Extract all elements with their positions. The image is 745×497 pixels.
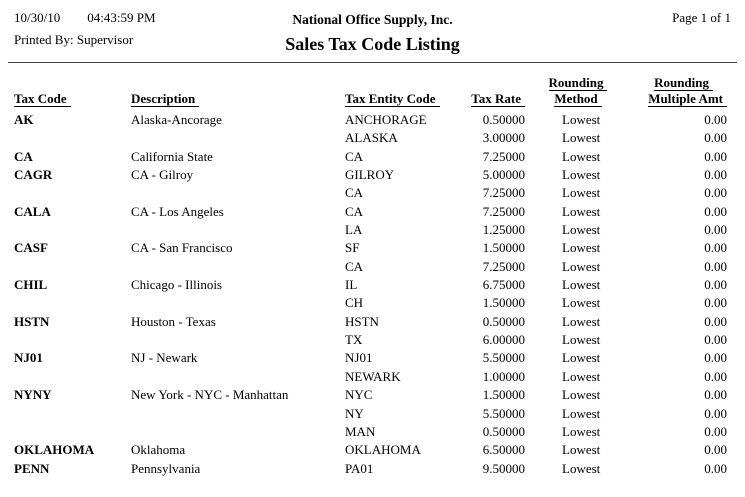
description-cell: Houston - Texas: [131, 313, 216, 329]
description-cell: California State: [131, 148, 213, 164]
rounding-method-cell: Lowest: [562, 442, 601, 458]
rounding-multiple-amt-cell: 0.00: [704, 332, 727, 348]
description-cell: [131, 129, 345, 147]
company-name: National Office Supply, Inc.: [292, 12, 453, 27]
tax-code-cell: PENN: [14, 460, 50, 476]
tax-rate-cell: 5.50000: [482, 350, 525, 366]
rounding-method-cell: Lowest: [562, 405, 601, 421]
description-cell: Oklahoma: [131, 442, 186, 458]
rounding-multiple-amt-cell: 0.00: [704, 258, 727, 274]
rounding-multiple-amt-cell: 0.00: [704, 277, 727, 293]
rounding-multiple-amt-cell: 0.00: [704, 405, 727, 421]
tax-code-column-label: Tax Code: [14, 91, 71, 107]
tax-rate-cell: 1.50000: [482, 387, 525, 403]
tax-entity-code-cell: IL: [345, 277, 358, 293]
description-cell: [131, 221, 345, 239]
tax-entity-code-column-header: [345, 91, 455, 107]
rounding-multiple-amt-cell: 0.00: [704, 423, 727, 439]
tax-entity-code-cell: TX: [345, 332, 363, 348]
tax-rate-column-header: [455, 91, 525, 107]
rounding-method-cell: Lowest: [562, 130, 601, 146]
tax-code-column-header: [14, 91, 131, 107]
sales-tax-code-table: [14, 75, 727, 478]
tax-code-cell: [14, 184, 131, 202]
tax-entity-code-cell: NY: [345, 405, 364, 421]
tax-code-cell: NYNY: [14, 387, 52, 403]
tax-entity-code-cell: CH: [345, 295, 364, 311]
table-row: [14, 441, 727, 459]
table-row: [14, 148, 727, 166]
rounding-method-cell: Lowest: [562, 295, 601, 311]
description-cell: Pennsylvania: [131, 460, 201, 476]
tax-entity-code-cell: NEWARK: [345, 368, 401, 384]
description-cell: Chicago - Illinois: [131, 277, 222, 293]
description-cell: CA - San Francisco: [131, 240, 233, 256]
table-row: [14, 184, 727, 202]
rounding-multiple-amt-cell: 0.00: [704, 167, 727, 183]
tax-rate-cell: 7.25000: [482, 203, 525, 219]
tax-entity-code-cell: OKLAHOMA: [345, 442, 421, 458]
rounding-multiple-amt-cell: 0.00: [704, 442, 727, 458]
tax-rate-cell: 1.00000: [482, 368, 525, 384]
table-row: [14, 258, 727, 276]
description-cell: [131, 423, 345, 441]
tax-rate-cell: 6.00000: [482, 332, 525, 348]
rounding-multiple-amt-cell: 0.00: [704, 130, 727, 146]
tax-entity-code-cell: ALASKA: [345, 130, 398, 146]
print-time: 04:43:59 PM: [87, 10, 156, 25]
rounding-method-column-label-line2: Method: [554, 91, 601, 107]
printed-by: Printed By: Supervisor: [14, 32, 134, 47]
tax-code-cell: AK: [14, 112, 34, 127]
table-row: [14, 276, 727, 294]
tax-rate-cell: 5.00000: [482, 167, 525, 183]
tax-entity-code-cell: PA01: [345, 460, 374, 476]
table-row: [14, 294, 727, 312]
tax-rate-cell: 7.25000: [482, 185, 525, 201]
rounding-method-cell: Lowest: [562, 240, 601, 256]
tax-rate-cell: 1.50000: [482, 240, 525, 256]
tax-rate-cell: 7.25000: [482, 258, 525, 274]
tax-entity-code-cell: LA: [345, 222, 363, 238]
tax-entity-code-cell: ANCHORAGE: [345, 112, 427, 127]
table-header-row: [14, 75, 727, 107]
rounding-method-cell: Lowest: [562, 350, 601, 366]
description-cell: CA - Los Angeles: [131, 203, 224, 219]
table-row: [14, 313, 727, 331]
rounding-method-cell: Lowest: [562, 222, 601, 238]
tax-code-cell: CAGR: [14, 167, 53, 183]
description-cell: New York - NYC - Manhattan: [131, 387, 289, 403]
tax-rate-cell: 1.25000: [482, 222, 525, 238]
tax-entity-code-cell: CA: [345, 185, 364, 201]
tax-rate-column-label: Tax Rate: [471, 91, 525, 107]
description-cell: NJ - Newark: [131, 350, 198, 366]
tax-entity-code-column-label: Tax Entity Code: [345, 91, 440, 107]
tax-code-cell: [14, 221, 131, 239]
rounding-multiple-amt-cell: 0.00: [704, 112, 727, 127]
rounding-multiple-amt-cell: 0.00: [704, 240, 727, 256]
rounding-method-cell: Lowest: [562, 167, 601, 183]
page-number: Page 1 of 1: [672, 10, 731, 25]
tax-code-cell: [14, 129, 131, 147]
tax-rate-cell: 1.50000: [482, 295, 525, 311]
description-cell: CA - Gilroy: [131, 167, 194, 183]
rounding-method-cell: Lowest: [562, 148, 601, 164]
tax-code-cell: [14, 368, 131, 386]
rounding-multiple-amt-column-label-line2: Multiple Amt: [648, 91, 727, 107]
rounding-multiple-amt-cell: 0.00: [704, 148, 727, 164]
rounding-method-cell: Lowest: [562, 313, 601, 329]
rounding-multiple-amt-cell: 0.00: [704, 350, 727, 366]
rounding-multiple-amt-cell: 0.00: [704, 185, 727, 201]
tax-rate-cell: 7.25000: [482, 148, 525, 164]
tax-code-cell: [14, 423, 131, 441]
tax-entity-code-cell: MAN: [345, 423, 376, 439]
tax-code-cell: NJ01: [14, 350, 43, 366]
rounding-method-cell: Lowest: [562, 277, 601, 293]
table-row: [14, 368, 727, 386]
rounding-method-cell: Lowest: [562, 460, 601, 476]
print-date: 10/30/10: [14, 10, 61, 25]
tax-entity-code-cell: CA: [345, 258, 364, 274]
tax-code-cell: [14, 258, 131, 276]
rounding-multiple-amt-cell: 0.00: [704, 460, 727, 476]
table-row: [14, 221, 727, 239]
tax-rate-cell: 3.00000: [482, 130, 525, 146]
tax-rate-cell: 6.75000: [482, 277, 525, 293]
tax-entity-code-cell: NJ01: [345, 350, 373, 366]
table-row: [14, 349, 727, 367]
rounding-method-cell: Lowest: [562, 368, 601, 384]
table-row: [14, 386, 727, 404]
table-row: [14, 460, 727, 478]
description-cell: [131, 405, 345, 423]
tax-code-cell: [14, 405, 131, 423]
rounding-method-cell: Lowest: [562, 387, 601, 403]
rounding-method-cell: Lowest: [562, 185, 601, 201]
tax-rate-cell: 5.50000: [482, 405, 525, 421]
rounding-multiple-amt-column-header: [618, 75, 727, 107]
table-body: [14, 111, 727, 478]
tax-entity-code-cell: NYC: [345, 387, 373, 403]
description-cell: [131, 331, 345, 349]
report-title: Sales Tax Code Listing: [285, 34, 460, 54]
report-page-header: [8, 0, 737, 63]
tax-entity-code-cell: CA: [345, 203, 364, 219]
description-cell: [131, 258, 345, 276]
rounding-multiple-amt-cell: 0.00: [704, 222, 727, 238]
tax-code-cell: [14, 294, 131, 312]
tax-rate-cell: 9.50000: [482, 460, 525, 476]
tax-entity-code-cell: CA: [345, 148, 364, 164]
tax-rate-cell: 0.50000: [482, 112, 525, 127]
table-row: [14, 111, 727, 129]
tax-entity-code-cell: HSTN: [345, 313, 379, 329]
description-cell: Alaska-Ancorage: [131, 112, 222, 127]
tax-entity-code-cell: SF: [345, 240, 360, 256]
table-row: [14, 203, 727, 221]
table-row: [14, 423, 727, 441]
table-row: [14, 331, 727, 349]
description-cell: [131, 294, 345, 312]
tax-rate-cell: 0.50000: [482, 423, 525, 439]
tax-entity-code-cell: GILROY: [345, 167, 395, 183]
tax-code-cell: CA: [14, 148, 33, 164]
tax-code-cell: CASF: [14, 240, 48, 256]
rounding-method-column-header: [525, 75, 618, 107]
rounding-multiple-amt-cell: 0.00: [704, 203, 727, 219]
table-row: [14, 405, 727, 423]
tax-rate-cell: 0.50000: [482, 313, 525, 329]
rounding-method-cell: Lowest: [562, 332, 601, 348]
tax-code-cell: OKLAHOMA: [14, 442, 95, 458]
description-cell: [131, 368, 345, 386]
table-row: [14, 239, 727, 257]
rounding-multiple-amt-cell: 0.00: [704, 295, 727, 311]
table-row: [14, 129, 727, 147]
tax-code-cell: HSTN: [14, 313, 50, 329]
rounding-multiple-amt-cell: 0.00: [704, 313, 727, 329]
rounding-multiple-amt-cell: 0.00: [704, 368, 727, 384]
rounding-method-column-label-line1: Rounding: [549, 75, 608, 91]
rounding-method-cell: Lowest: [562, 423, 601, 439]
rounding-method-cell: Lowest: [562, 203, 601, 219]
description-cell: [131, 184, 345, 202]
tax-code-cell: [14, 331, 131, 349]
tax-rate-cell: 6.50000: [482, 442, 525, 458]
tax-code-cell: CHIL: [14, 277, 48, 293]
rounding-multiple-amt-column-label-line1: Rounding: [654, 75, 713, 91]
description-column-label: Description: [131, 91, 199, 107]
rounding-multiple-amt-cell: 0.00: [704, 387, 727, 403]
tax-code-cell: CALA: [14, 203, 51, 219]
table-row: [14, 166, 727, 184]
rounding-method-cell: Lowest: [562, 258, 601, 274]
description-column-header: [131, 91, 345, 107]
rounding-method-cell: Lowest: [562, 112, 601, 127]
